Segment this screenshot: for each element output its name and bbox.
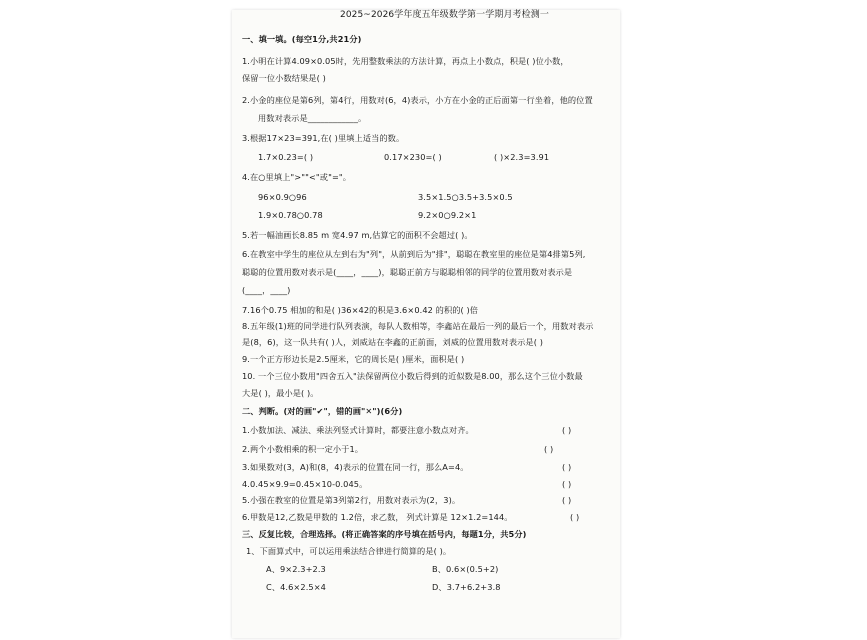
q1-line2: 保留一位小数结果是( )	[242, 73, 326, 83]
q6-line3: (____，____)	[242, 285, 291, 295]
judge-item-5: 5.小强在教室的位置是第3列第2行，用数对表示为(2，3)。	[242, 495, 461, 505]
q4-line1: 4.在○里填上">""<"或"="。	[242, 172, 352, 182]
q3-part3: ( )×2.3=3.91	[494, 152, 550, 162]
section1-heading: 一、填一填。(每空1分,共21分)	[242, 34, 362, 44]
exam-title: 2025~2026学年度五年级数学第一学期月考检测一	[340, 10, 549, 20]
q3-part1: 1.7×0.23=( )	[258, 152, 314, 162]
q8-line2: 是(8，6)，这一队共有( )人，刘威站在李鑫的正前面，刘威的位置用数对表示是( )	[242, 337, 543, 347]
exam-paper	[232, 10, 620, 638]
q4-part3: 1.9×0.78○0.78	[258, 210, 323, 220]
q4-part2: 3.5×1.5○3.5+3.5×0.5	[418, 192, 513, 202]
judge-item-6: 6.甲数是12,乙数是甲数的 1.2倍，求乙数， 列式计算是 12×1.2=144。	[242, 512, 513, 522]
judge-paren-2: ( )	[544, 444, 554, 454]
judge-paren-6: ( )	[570, 512, 580, 522]
q4-part1: 96×0.9○96	[258, 192, 307, 202]
judge-paren-5: ( )	[562, 495, 572, 505]
q9-line: 9.一个正方形边长是2.5厘米，它的周长是( )厘米，面积是( )	[242, 354, 465, 364]
q2-line2: 用数对表示是____________。	[258, 113, 367, 123]
judge-item-4: 4.0.45×9.9=0.45×10-0.045。	[242, 479, 368, 489]
q2-line1: 2.小金的座位是第6列，第4行，用数对(6，4)表示，小方在小金的正后面第一行坐着，他的位置	[242, 95, 593, 105]
q4-part4: 9.2×0○9.2×1	[418, 210, 477, 220]
q6-line2: 聪聪的位置用数对表示是(____，____)，聪聪正前方与聪聪相邻的同学的位置用数对表示是	[242, 267, 573, 277]
section2-heading: 二、判断。(对的画"✔"，错的画"✕")(6分)	[242, 406, 403, 416]
judge-paren-1: ( )	[562, 425, 572, 435]
judge-paren-3: ( )	[562, 462, 572, 472]
judge-paren-4: ( )	[562, 479, 572, 489]
option-c: C、4.6×2.5×4	[266, 582, 326, 592]
judge-item-2: 2.两个小数相乘的积一定小于1。	[242, 444, 364, 454]
q10-line1: 10. 一个三位小数用"四舍五入"法保留两位小数后得到的近似数是8.00，那么这个三位小数最	[242, 371, 583, 381]
q6-line1: 6.在教室中学生的座位从左到右为"列"，从前到后为"排"，聪聪在教室里的座位是第4排第5列,	[242, 249, 586, 259]
choice-q1: 1、下面算式中，可以运用乘法结合律进行简算的是( )。	[246, 546, 452, 556]
q8-line1: 8.五年级(1)班的同学进行队列表演，每队人数相等，李鑫站在最后一列的最后一个，用数对表示	[242, 321, 594, 331]
q10-line2: 大是( )，最小是( )。	[242, 388, 319, 398]
q7-line: 7.16个0.75 相加的和是( )36×42的积是3.6×0.42 的积的( )倍	[242, 305, 479, 315]
q1-line1: 1.小明在计算4.09×0.05时，先用整数乘法的方法计算，再点上小数点，积是( )位小数，	[242, 56, 569, 66]
section3-heading: 三、反复比较，合理选择。(将正确答案的序号填在括号内，每题1分，共5分)	[242, 529, 527, 539]
q3-line1: 3.根据17×23=391,在( )里填上适当的数。	[242, 133, 405, 143]
q3-part2: 0.17×230=( )	[384, 152, 442, 162]
option-b: B、0.6×(0.5+2)	[432, 564, 499, 574]
judge-item-3: 3.如果数对(3，A)和(8，4)表示的位置在同一行，那么A=4。	[242, 462, 469, 472]
q5-line: 5.若一幅油画长8.85 m 宽4.97 m,估算它的面积不会超过( )。	[242, 230, 473, 240]
judge-item-1: 1.小数加法、减法、乘法列竖式计算时，都要注意小数点对齐。	[242, 425, 474, 435]
option-a: A、9×2.3+2.3	[266, 564, 326, 574]
option-d: D、3.7+6.2+3.8	[432, 582, 501, 592]
